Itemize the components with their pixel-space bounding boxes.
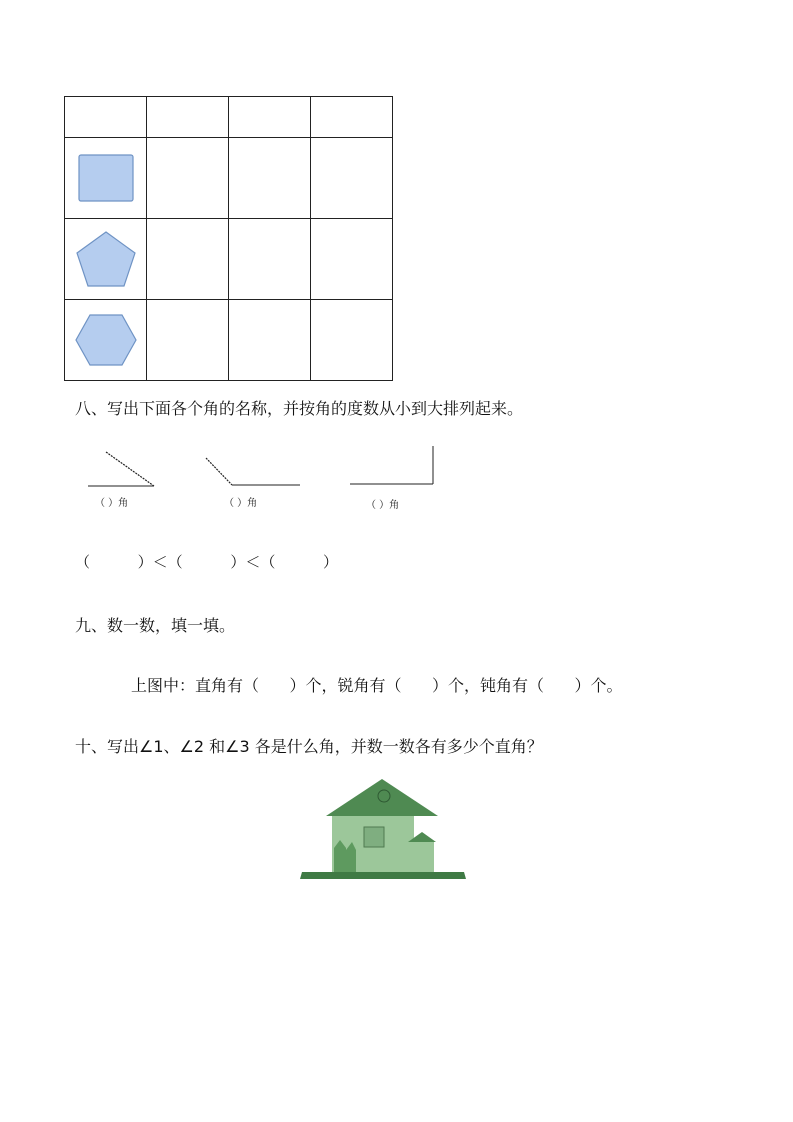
shape-table xyxy=(64,96,393,381)
answer-cell[interactable] xyxy=(311,219,393,300)
hexagon-shape-icon xyxy=(73,312,139,368)
angle-count-sentence[interactable]: 上图中：直角有（ ）个，锐角有（ ）个，钝角有（ ）个。 xyxy=(131,676,623,695)
table-row xyxy=(65,219,393,300)
angle-label: （ ）角 xyxy=(366,500,400,511)
table-row xyxy=(65,300,393,381)
answer-cell[interactable] xyxy=(229,300,311,381)
ground-shape xyxy=(300,872,466,879)
pentagon-shape-icon xyxy=(74,229,138,289)
shape-cell xyxy=(65,219,147,300)
section10-title: 十、写出∠1、∠2 和∠3 各是什么角，并数一数各有多少个直角？ xyxy=(75,737,543,756)
shape-cell xyxy=(65,138,147,219)
header-cell xyxy=(229,97,311,138)
answer-cell[interactable] xyxy=(229,219,311,300)
table-header-row xyxy=(65,97,393,138)
header-cell xyxy=(311,97,393,138)
answer-cell[interactable] xyxy=(229,138,311,219)
shape-cell xyxy=(65,300,147,381)
section8-title: 八、写出下面各个角的名称，并按角的度数从小到大排列起来。 xyxy=(75,399,524,418)
header-cell xyxy=(65,97,147,138)
acute-angle-figure xyxy=(88,452,154,486)
section9-title: 九、数一数，填一填。 xyxy=(75,616,236,635)
answer-cell[interactable] xyxy=(311,300,393,381)
answer-cell[interactable] xyxy=(311,138,393,219)
side-block-shape xyxy=(410,842,434,872)
comparison-line[interactable]: （ ）＜（ ）＜（ ） xyxy=(75,553,339,571)
window-shape xyxy=(364,827,384,847)
right-angle-figure xyxy=(350,446,433,484)
square-shape-icon xyxy=(76,152,136,204)
table-row xyxy=(65,138,393,219)
angle-label: （ ）角 xyxy=(95,498,129,509)
answer-cell[interactable] xyxy=(147,138,229,219)
obtuse-angle-figure xyxy=(206,458,300,485)
angle-figures xyxy=(80,440,460,496)
header-cell xyxy=(147,97,229,138)
house-figure-icon xyxy=(298,776,470,882)
roof-window-shape xyxy=(378,790,390,802)
angle-label: （ ）角 xyxy=(224,498,258,509)
answer-cell[interactable] xyxy=(147,300,229,381)
answer-cell[interactable] xyxy=(147,219,229,300)
